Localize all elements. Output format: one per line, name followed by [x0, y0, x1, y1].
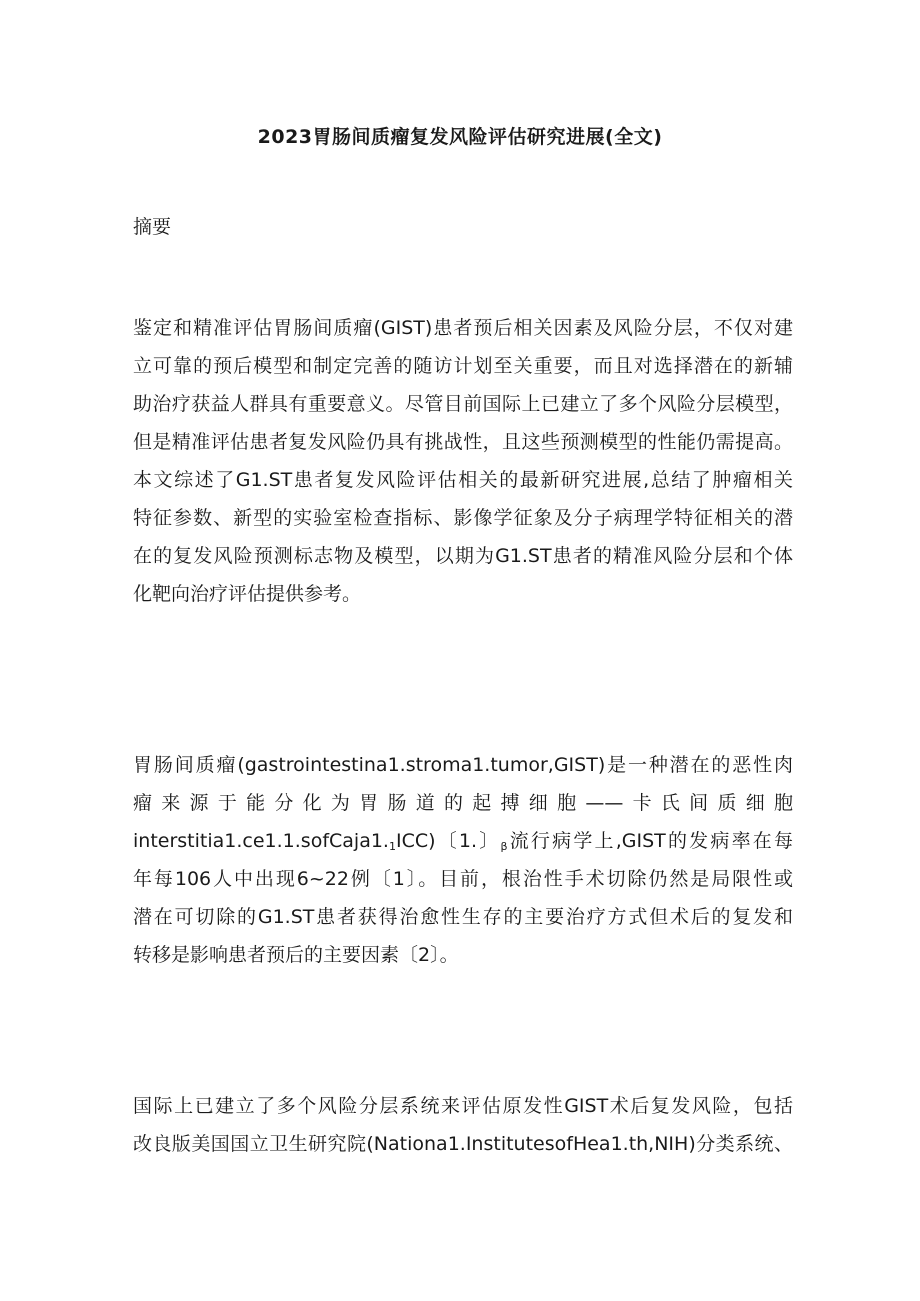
intro-line: 转移是影响患者预后的主要因素〔2〕。	[133, 944, 459, 966]
document-title: 2023胃肠间质瘤复发风险评估研究进展(全文)	[257, 126, 663, 148]
subscript: β	[500, 840, 508, 853]
intro-line: 潜在可切除的G1.ST患者获得治愈性生存的主要治疗方式但术后的复发和	[133, 906, 793, 928]
abstract-line: 立可靠的预后模型和制定完善的随访计划至关重要，而且对选择潜在的新辅	[133, 355, 793, 377]
abstract-line: 化靶向治疗评估提供参考。	[133, 583, 362, 605]
abstract-line: 助治疗获益人群具有重要意义。尽管目前国际上已建立了多个风险分层模型，	[133, 393, 793, 415]
abstract-line: 本文综述了G1.ST患者复发风险评估相关的最新研究进展,总结了肿瘤相关	[133, 469, 793, 491]
risk-line: 国际上已建立了多个风险分层系统来评估原发性GIST术后复发风险，包括	[133, 1095, 793, 1117]
abstract-heading: 摘要	[133, 216, 172, 238]
intro-text: ICC)〔1.〕	[395, 830, 501, 852]
intro-line: 胃肠间质瘤(gastrointestina1.stroma1.tumor,GIST)是一种潜在的恶性肉	[133, 754, 793, 776]
abstract-line: 在的复发风险预测标志物及模型，以期为G1.ST患者的精准风险分层和个体	[133, 545, 793, 567]
subscript: 1	[388, 840, 396, 853]
intro-text: 流行病学上,GIST的发病率在每	[507, 830, 793, 852]
risk-line: 改良版美国国立卫生研究院(Nationa1.InstitutesofHea1.th,NIH)分类系统、	[133, 1133, 793, 1155]
abstract-paragraph	[133, 309, 793, 613]
intro-paragraph	[133, 746, 793, 974]
intro-text: interstitia1.ce1.1.sofCaja1.	[133, 830, 389, 852]
abstract-line: 鉴定和精准评估胃肠间质瘤(GIST)患者预后相关因素及风险分层，不仅对建	[133, 317, 793, 339]
intro-line-citation	[133, 822, 793, 860]
risk-paragraph	[133, 1087, 793, 1163]
abstract-line: 特征参数、新型的实验室检查指标、影像学征象及分子病理学特征相关的潜	[133, 507, 793, 529]
abstract-line: 但是精准评估患者复发风险仍具有挑战性，且这些预测模型的性能仍需提高。	[133, 431, 793, 453]
intro-line: 年每106人中出现6~22例〔1〕。目前，根治性手术切除仍然是局限性或	[133, 868, 793, 890]
intro-line: 瘤来源于能分化为胃肠道的起搏细胞——卡氏间质细胞	[133, 792, 793, 814]
